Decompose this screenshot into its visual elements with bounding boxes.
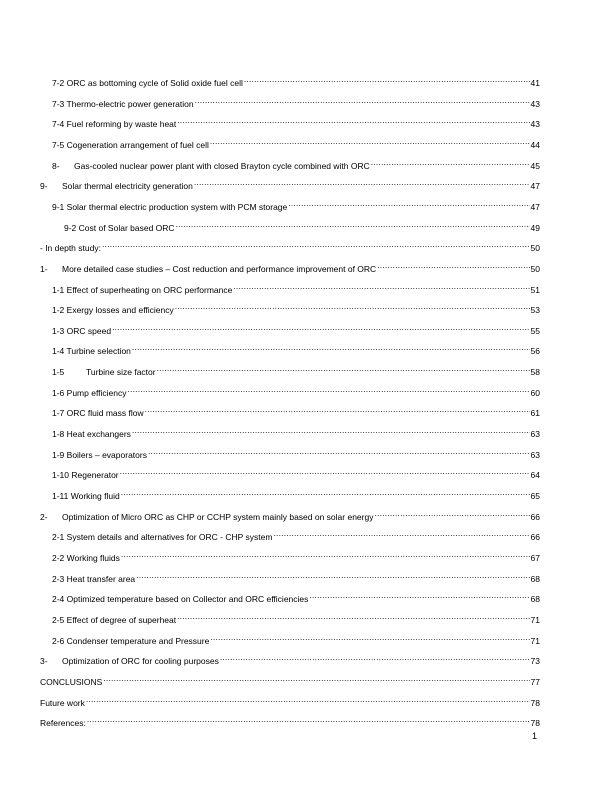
toc-entry-title: 7-3 Thermo-electric power generation: [52, 98, 194, 109]
toc-entry-page: 45: [530, 160, 540, 171]
toc-entry[interactable]: [52, 382, 540, 396]
dot-leader: [194, 175, 530, 189]
toc-entry-title: 2-3 Heat transfer area: [52, 573, 136, 584]
toc-entry[interactable]: [52, 568, 540, 582]
toc-entry-page: 68: [530, 573, 540, 584]
dot-leader: [120, 464, 530, 478]
dot-leader: [103, 671, 529, 685]
dot-leader: [177, 113, 529, 127]
toc-entry-number: 9-: [40, 181, 48, 192]
dot-leader: [121, 547, 530, 561]
toc-entry-number: 1-: [40, 263, 48, 274]
toc-entry-page: 63: [530, 449, 540, 460]
toc-entry-title: 9-1 Solar thermal electric production system with PCM storage: [52, 201, 288, 212]
toc-entry[interactable]: [40, 650, 540, 667]
dot-leader: [210, 134, 530, 148]
dot-leader: [244, 72, 530, 86]
toc-entry-number: 3-: [40, 656, 48, 667]
dot-leader: [157, 361, 530, 375]
toc-entry[interactable]: [40, 671, 540, 685]
toc-entry[interactable]: [52, 588, 540, 605]
toc-entry[interactable]: [40, 258, 540, 272]
toc-entry-title: 7-5 Cogeneration arrangement of fuel cell: [52, 139, 209, 150]
dot-leader: [177, 609, 529, 623]
toc-entry-page: 47: [530, 201, 540, 212]
dot-leader: [145, 402, 530, 416]
toc-entry-title: 1-11 Working fluid: [52, 491, 120, 501]
toc-entry[interactable]: [52, 320, 540, 334]
toc-entry[interactable]: [40, 237, 540, 254]
dot-leader: [121, 485, 530, 499]
toc-entry[interactable]: [52, 196, 540, 210]
toc-entry-title: 1-1 Effect of superheating on ORC performance: [52, 284, 233, 295]
toc-entry-title: 2-2 Working fluids: [52, 552, 120, 563]
toc-entry-title: 2-5 Effect of degree of superheat: [52, 614, 177, 625]
toc-entry-page: 65: [530, 491, 540, 501]
toc-entry-page: 51: [530, 284, 540, 295]
toc-entry[interactable]: [52, 402, 540, 419]
toc-entry[interactable]: [52, 340, 540, 357]
toc-entry-page: 78: [530, 718, 540, 729]
dot-leader: [86, 692, 530, 706]
toc-entry-title: References:: [40, 718, 86, 729]
toc-entry-title: 1-4 Turbine selection: [52, 346, 131, 357]
toc-entry-page: 55: [530, 325, 540, 336]
dot-leader: [87, 712, 530, 726]
toc-entry[interactable]: [52, 299, 540, 316]
page-number: 1: [532, 731, 538, 741]
dot-leader: [371, 155, 530, 169]
dot-leader: [128, 382, 530, 396]
toc-entry-page: 71: [530, 614, 540, 625]
toc-entry[interactable]: [40, 175, 540, 192]
dot-leader: [148, 444, 530, 458]
toc-entry-page: 60: [530, 387, 540, 398]
toc-entry[interactable]: [52, 464, 540, 481]
dot-leader: [112, 320, 529, 334]
toc-entry[interactable]: [52, 630, 540, 644]
toc-entry[interactable]: [52, 113, 540, 130]
toc-entry-title: 1-6 Pump efficiency: [52, 387, 127, 398]
toc-entry[interactable]: [52, 609, 540, 623]
toc-entry-page: 71: [530, 635, 540, 646]
toc-entry-page: 73: [530, 656, 540, 667]
toc-entry-title: Gas-cooled nuclear power plant with closed Brayton cycle combined with ORC: [74, 160, 370, 171]
toc-entry-page: 58: [530, 367, 540, 378]
toc-entry[interactable]: [52, 155, 540, 169]
toc-entry-page: 47: [530, 181, 540, 192]
toc-entry-page: 43: [530, 119, 540, 130]
toc-entry-title: 1-10 Regenerator: [52, 470, 119, 481]
toc-entry-title: 2-4 Optimized temperature based on Collector and ORC efficiencies: [52, 594, 309, 605]
dot-leader: [288, 196, 529, 210]
toc-entry-title: - In depth study:: [40, 243, 101, 254]
toc-entry-number: 2-: [40, 511, 48, 522]
toc-entry-title: 1-7 ORC fluid mass flow: [52, 408, 144, 419]
toc-entry-page: 50: [530, 263, 540, 274]
toc-entry-title: More detailed case studies – Cost reduction and performance improvement of ORC: [62, 263, 377, 274]
dot-leader: [377, 258, 529, 272]
toc-entry-title: 1-3 ORC speed: [52, 325, 112, 336]
toc-entry-page: 63: [530, 429, 540, 440]
toc-entry-title: Optimization of ORC for cooling purposes: [62, 656, 219, 667]
toc-entry-page: 66: [530, 532, 540, 543]
dot-leader: [309, 588, 529, 602]
toc-entry[interactable]: [52, 547, 540, 561]
toc-entry-title: Solar thermal electricity generation: [62, 181, 193, 192]
toc-entry-title: 2-1 System details and alternatives for ORC - CHP system: [52, 532, 273, 543]
toc-entry-page: 77: [530, 676, 540, 687]
toc-entry-title: Optimization of Micro ORC as CHP or CCHP system mainly based on solar energy: [62, 511, 374, 522]
toc-entry-page: 41: [530, 78, 540, 88]
dot-leader: [132, 423, 530, 437]
toc-entry-page: 68: [530, 594, 540, 605]
toc-entry[interactable]: [52, 279, 540, 293]
toc-entry-page: 67: [530, 552, 540, 563]
toc-entry[interactable]: [52, 423, 540, 440]
toc-entry-page: 49: [530, 222, 540, 233]
toc-entry-number: 8-: [52, 160, 60, 171]
toc-entry-page: 50: [530, 243, 540, 254]
toc-entry-title: Turbine size factor: [86, 367, 156, 378]
toc-entry[interactable]: [64, 217, 540, 231]
toc-entry-title: 2-6 Condenser temperature and Pressure: [52, 635, 210, 646]
dot-leader: [210, 630, 529, 644]
toc-entry-title: 7-2 ORC as bottoming cycle of Solid oxide fuel cell: [52, 78, 243, 88]
toc-entry-page: 53: [530, 305, 540, 316]
toc-entry[interactable]: [40, 506, 540, 520]
dot-leader: [273, 526, 529, 540]
toc-entry-title: 9-2 Cost of Solar based ORC: [64, 222, 175, 233]
toc-entry-page: 61: [530, 408, 540, 419]
toc-entry-page: 66: [530, 511, 540, 522]
toc-entry[interactable]: [52, 134, 540, 148]
toc-entry[interactable]: [52, 485, 540, 499]
dot-leader: [374, 506, 529, 520]
toc-entry-title: 1-8 Heat exchangers: [52, 429, 131, 440]
toc-entry-title: Future work: [40, 697, 85, 708]
toc-entry[interactable]: [40, 712, 540, 729]
toc-entry[interactable]: [40, 692, 540, 706]
toc-entry[interactable]: [52, 526, 540, 543]
dot-leader: [175, 299, 530, 313]
toc-entry[interactable]: [52, 361, 540, 378]
toc-entry-page: 43: [530, 98, 540, 109]
dot-leader: [195, 93, 530, 107]
toc-entry-page: 56: [530, 346, 540, 357]
dot-leader: [233, 279, 529, 293]
dot-leader: [220, 650, 530, 664]
toc-entry[interactable]: [52, 93, 540, 107]
toc-entry-page: 64: [530, 470, 540, 481]
toc-entry-title: 1-2 Exergy losses and efficiency: [52, 305, 174, 316]
toc-entry[interactable]: [52, 72, 540, 86]
toc-entry-title: CONCLUSIONS: [40, 676, 103, 687]
dot-leader: [136, 568, 529, 582]
toc-entry-number: 1-5: [52, 367, 65, 378]
dot-leader: [132, 340, 530, 354]
dot-leader: [176, 217, 530, 231]
toc-entry-title: 7-4 Fuel reforming by waste heat: [52, 119, 177, 130]
dot-leader: [102, 237, 530, 251]
toc-entry-page: 44: [530, 139, 540, 150]
toc-entry[interactable]: [52, 444, 540, 458]
toc-entry-page: 78: [530, 697, 540, 708]
toc-entry-title: 1-9 Boilers – evaporators: [52, 449, 147, 460]
